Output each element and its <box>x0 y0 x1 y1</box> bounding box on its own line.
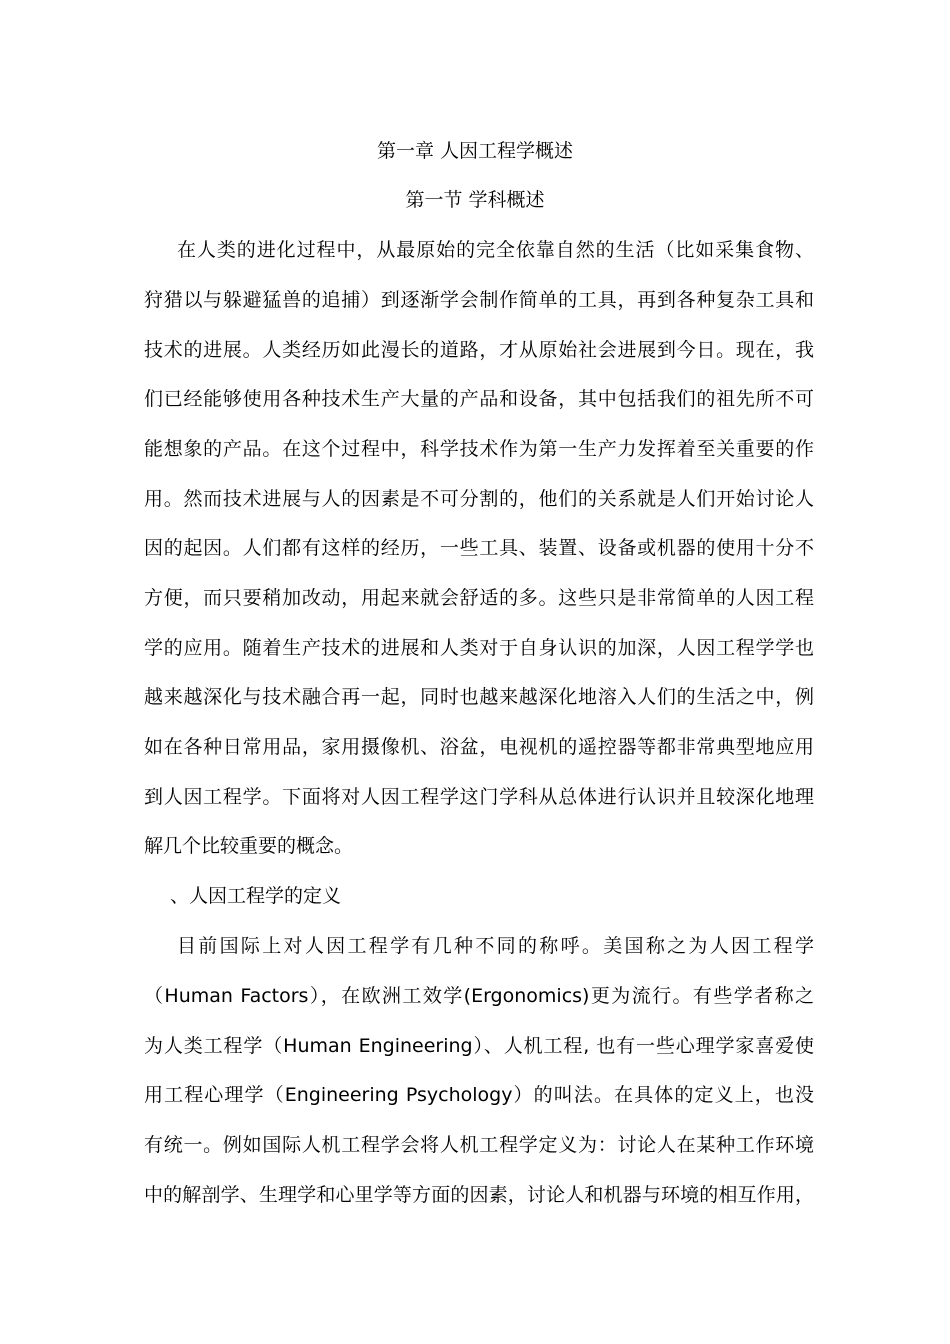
paragraph-line: 因的起因。人们都有这样的经历，一些工具、装置、设备或机器的使用十分不 <box>144 537 814 559</box>
paragraph-line: 用工程心理学（Engineering Psychology）的叫法。在具体的定义上，也没 <box>144 1084 814 1106</box>
paragraph-line: 用。然而技术进展与人的因素是不可分割的，他们的关系就是人们开始讨论人 <box>144 488 814 510</box>
paragraph-line: 目前国际上对人因工程学有几种不同的称呼。美国称之为人因工程学 <box>177 935 814 957</box>
chapter-title: 第一章 人因工程学概述 <box>376 140 574 162</box>
paragraph-line: 学的应用。随着生产技术的进展和人类对于自身认识的加深，人因工程学学也 <box>144 637 814 659</box>
paragraph-line: 如在各种日常用品，家用摄像机、浴盆，电视机的遥控器等都非常典型地应用 <box>144 736 814 758</box>
paragraph-line: 们已经能够使用各种技术生产大量的产品和设备，其中包括我们的祖先所不可 <box>144 388 814 410</box>
paragraph-line: 越来越深化与技术融合再一起，同时也越来越深化地溶入人们的生活之中，例 <box>144 686 814 708</box>
paragraph-line: 能想象的产品。在这个过程中，科学技术作为第一生产力发挥着至关重要的作 <box>144 438 814 460</box>
section-title: 第一节 学科概述 <box>405 189 545 211</box>
paragraph-line: 为人类工程学（Human Engineering）、人机工程, 也有一些心理学家喜爱使 <box>144 1035 814 1057</box>
paragraph-line: （Human Factors），在欧洲工效学(Ergonomics)更为流行。有些学者称之 <box>144 985 814 1007</box>
paragraph-line: 到人因工程学。下面将对人因工程学这门学科从总体进行认识并且较深化地理 <box>144 786 814 808</box>
paragraph-line: 有统一。例如国际人机工程学会将人机工程学定义为：讨论人在某种工作环境 <box>144 1134 814 1156</box>
paragraph-line: 狩猎以与躲避猛兽的追捕）到逐渐学会制作简单的工具，再到各种复杂工具和 <box>144 289 814 311</box>
subheading-definition: 、人因工程学的定义 <box>170 885 342 907</box>
paragraph-line: 技术的进展。人类经历如此漫长的道路，才从原始社会进展到今日。现在，我 <box>144 339 814 361</box>
paragraph-line: 在人类的进化过程中，从最原始的完全依靠自然的生活（比如采集食物、 <box>177 239 814 261</box>
paragraph-line: 中的解剖学、生理学和心里学等方面的因素，讨论人和机器与环境的相互作用， <box>144 1184 814 1206</box>
paragraph-line: 方便，而只要稍加改动，用起来就会舒适的多。这些只是非常简单的人因工程 <box>144 587 814 609</box>
paragraph-line: 解几个比较重要的概念。 <box>144 835 354 857</box>
